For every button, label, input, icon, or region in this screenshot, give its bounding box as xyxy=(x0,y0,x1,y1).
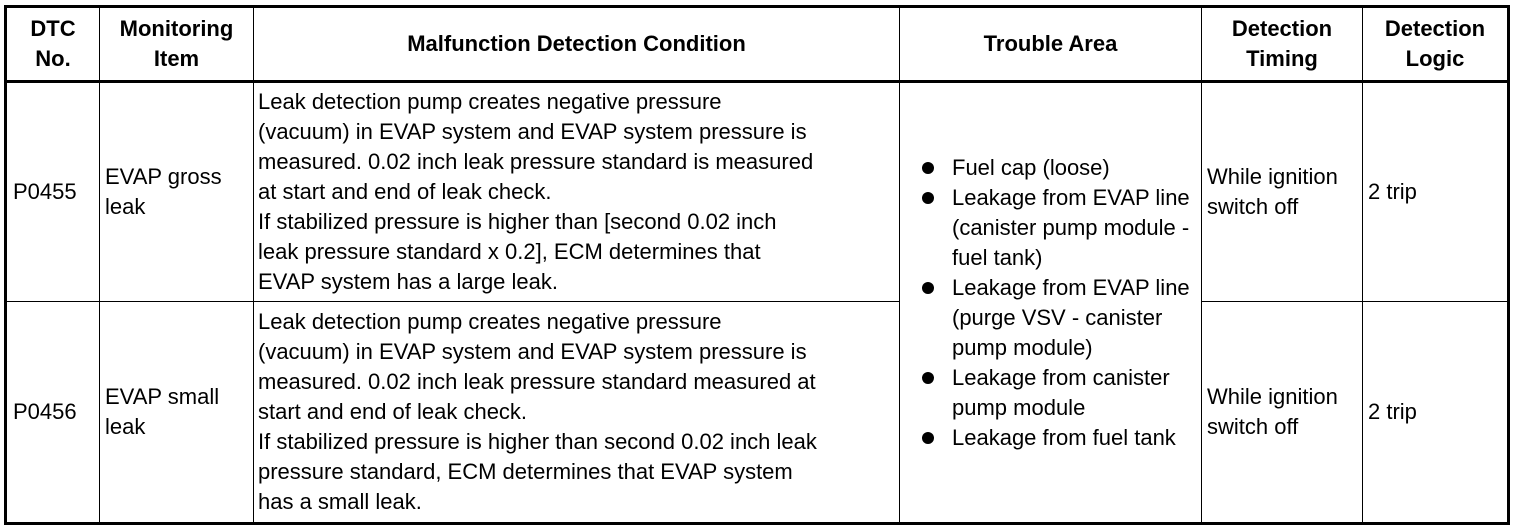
condition-line: Leak detection pump creates negative pressure xyxy=(258,89,722,114)
dtc-table xyxy=(4,5,1510,525)
bullet-icon xyxy=(922,192,934,204)
header-logic: Detection Logic xyxy=(1363,7,1509,82)
bullet-icon xyxy=(922,432,934,444)
header-monitoring-item: Monitoring Item xyxy=(100,7,254,82)
detection-logic: 2 trip xyxy=(1363,82,1509,302)
monitoring-item: EVAP gross leak xyxy=(100,82,254,302)
condition-line: If stabilized pressure is higher than [second 0.02 inch xyxy=(258,209,777,234)
list-item: Leakage from EVAP line (canister pump module - fuel tank) xyxy=(904,183,1193,273)
trouble-area xyxy=(900,82,1202,524)
condition-line: measured. 0.02 inch leak pressure standard is measured xyxy=(258,149,814,174)
condition-line: Leak detection pump creates negative pressure xyxy=(258,309,722,334)
condition-line: measured. 0.02 inch leak pressure standard measured at xyxy=(258,369,816,394)
condition-line: leak pressure standard x 0.2], ECM determines that xyxy=(258,239,761,264)
detection-logic: 2 trip xyxy=(1363,302,1509,524)
monitoring-item: EVAP small leak xyxy=(100,302,254,524)
condition-line: at start and end of leak check. xyxy=(258,179,552,204)
condition-line: has a small leak. xyxy=(258,489,422,514)
condition-line: EVAP system has a large leak. xyxy=(258,269,558,294)
header-trouble-area: Trouble Area xyxy=(900,7,1202,82)
detection-condition xyxy=(254,302,900,524)
list-item: Leakage from canister pump module xyxy=(904,363,1193,423)
detection-condition xyxy=(254,82,900,302)
condition-line: If stabilized pressure is higher than second 0.02 inch leak xyxy=(258,429,817,454)
trouble-area-list xyxy=(904,153,1193,453)
bullet-icon xyxy=(922,162,934,174)
condition-line: (vacuum) in EVAP system and EVAP system pressure is xyxy=(258,339,807,364)
header-row xyxy=(6,7,1509,82)
dtc-code: P0456 xyxy=(6,302,100,524)
condition-line: (vacuum) in EVAP system and EVAP system pressure is xyxy=(258,119,807,144)
condition-line: start and end of leak check. xyxy=(258,399,528,424)
table-row xyxy=(6,302,1509,524)
bullet-icon xyxy=(922,372,934,384)
table-row xyxy=(6,82,1509,302)
header-dtc-no: DTC No. xyxy=(6,7,100,82)
header-condition: Malfunction Detection Condition xyxy=(254,7,900,82)
detection-timing: While ignition switch off xyxy=(1202,302,1363,524)
header-timing: Detection Timing xyxy=(1202,7,1363,82)
dtc-code: P0455 xyxy=(6,82,100,302)
detection-timing: While ignition switch off xyxy=(1202,82,1363,302)
list-item: Leakage from fuel tank xyxy=(904,423,1193,453)
condition-line: pressure standard, ECM determines that EVAP system xyxy=(258,459,793,484)
list-item: Leakage from EVAP line (purge VSV - canister pump module) xyxy=(904,273,1193,363)
bullet-icon xyxy=(922,282,934,294)
list-item: Fuel cap (loose) xyxy=(904,153,1193,183)
